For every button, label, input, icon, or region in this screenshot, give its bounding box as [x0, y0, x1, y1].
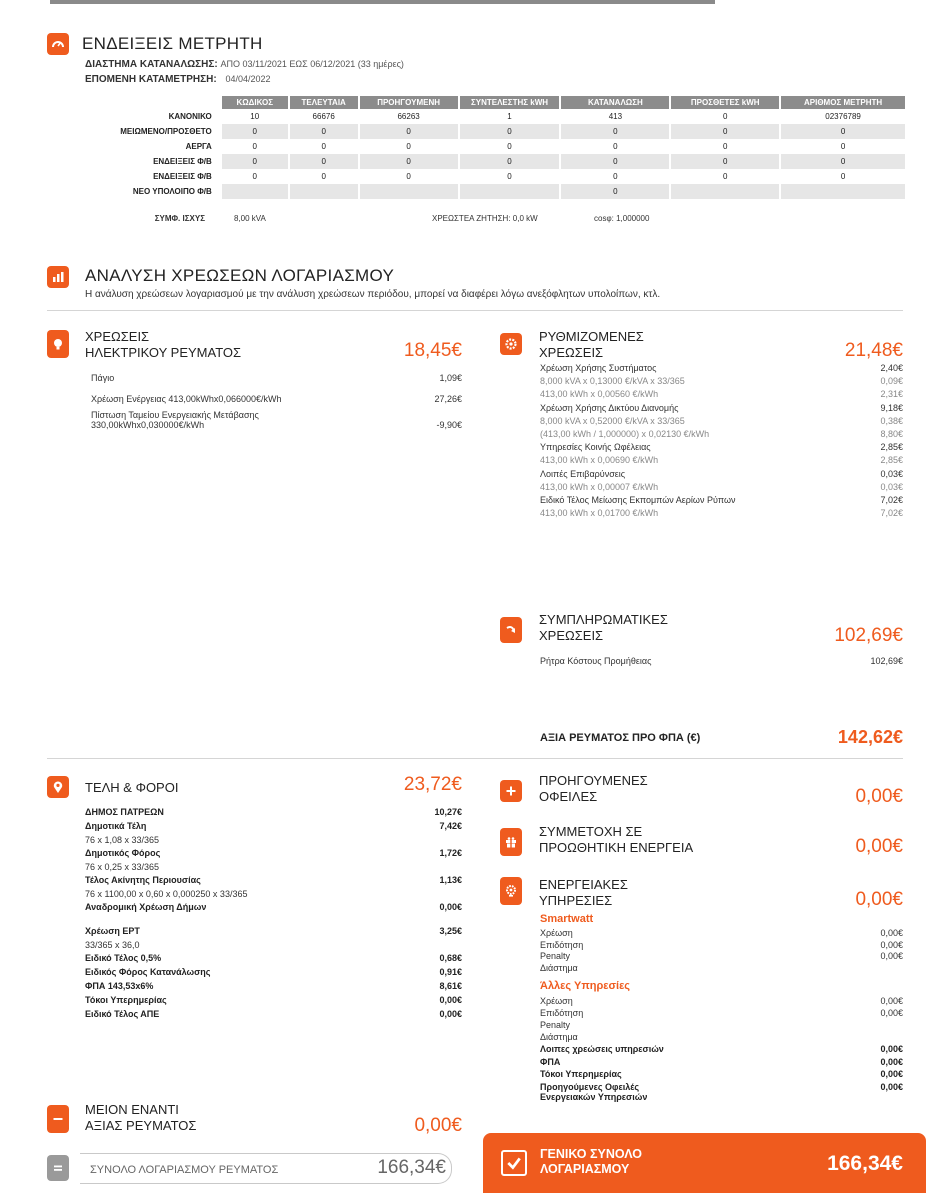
table-row: ΚΑΝΟΝΙΚΟ 10 66676 66263 1 413 0 02376789	[86, 109, 905, 124]
arrow-turn-icon	[500, 617, 522, 643]
location-pin-icon	[47, 776, 69, 798]
table-row: ΝΕΟ ΥΠΟΛΟΙΠΟ Φ/Β 0	[86, 184, 905, 199]
table-row: ΕΝΔΕΙΞΕΙΣ Φ/Β 0 0 0 0 0 0 0	[86, 169, 905, 184]
table-row: ΑΕΡΓΑ 0 0 0 0 0 0 0	[86, 139, 905, 154]
grand-total-value: 166,34€	[827, 1152, 903, 1175]
col-header: ΚΩΔΙΚΟΣ	[221, 96, 289, 109]
col-header: ΠΡΟΣΘΕΤΕΣ kWH	[670, 96, 780, 109]
list-item: 413,00 kWh x 0,01700 €/kWh 7,02€	[540, 508, 903, 519]
list-item: Τέλος Ακίνητης Περιουσίας 1,13€	[85, 875, 462, 885]
list-item: Προηγούμενες Οφειλές Ενεργειακών Υπηρεσιών 0,00€	[540, 1081, 903, 1102]
minus-icon	[47, 1105, 69, 1133]
list-item: (413,00 kWh / 1,000000) x 0,02130 €/kWh 8,80€	[540, 429, 903, 439]
demand: ΧΡΕΩΣΤΕΑ ΖΗΤΗΣΗ: 0,0 kW	[432, 214, 538, 223]
taxes-amount: 23,72€	[403, 774, 462, 795]
energy-services-amount: 0,00€	[855, 889, 903, 910]
contract-value: 8,00 kVA	[234, 214, 266, 223]
other-services-heading: Άλλες Υπηρεσίες	[540, 980, 631, 992]
energy-services-title: ΕΝΕΡΓΕΙΑΚΕΣ ΥΠΗΡΕΣΙΕΣ	[539, 877, 628, 908]
pre-vat-label: ΑΞΙΑ ΡΕΥΜΑΤΟΣ ΠΡΟ ΦΠΑ (€)	[540, 732, 701, 744]
next-reading: ΕΠΟΜΕΝΗ ΚΑΤΑΜΕΤΡΗΣΗ: 04/04/2022	[85, 74, 271, 85]
list-item: Τόκοι Υπερημερίας 0,00€	[85, 995, 462, 1005]
consumption-period: ΔΙΑΣΤΗΜΑ ΚΑΤΑΝΑΛΩΣΗΣ: ΑΠΟ 03/11/2021 ΕΩΣ 06/12/2021 (33 ημέρες)	[85, 59, 404, 70]
smartwatt-heading: Smartwatt	[540, 913, 594, 925]
participation-title: ΣΥΜΜΕΤΟΧΗ ΣΕ ΠΡΟΩΘΗΤΙΚΗ ΕΝΕΡΓΕΙΑ	[539, 824, 694, 855]
list-item: ΦΠΑ 0,00€	[540, 1056, 903, 1067]
previous-amount: 0,00€	[855, 786, 903, 807]
list-item: Λοιπές Επιβαρύνσεις 0,03€	[540, 468, 903, 479]
list-item: Επιδότηση 0,00€	[540, 939, 903, 950]
regulated-amount: 21,48€	[844, 340, 903, 361]
energy-services-icon	[500, 877, 522, 905]
list-item: Χρέωση ΕΡΤ 3,25€	[85, 926, 462, 936]
list-item: Ειδικό Τέλος 0,5% 0,68€	[85, 953, 462, 963]
checkmark-icon	[501, 1150, 527, 1176]
plus-icon	[500, 780, 522, 802]
analysis-title: ΑΝΑΛΥΣΗ ΧΡΕΩΣΕΩΝ ΛΟΓΑΡΙΑΣΜΟΥ	[85, 266, 395, 285]
contract-label: ΣΥΜΦ. ΙΣΧΥΣ	[154, 214, 205, 223]
supplementary-title: ΣΥΜΠΛΗΡΩΜΑΤΙΚΕΣ ΧΡΕΩΣΕΙΣ	[539, 612, 668, 643]
list-item: 8,000 kVA x 0,52000 €/kVA x 33/365 0,38€	[540, 415, 903, 426]
list-item: Penalty	[540, 1020, 571, 1030]
minus-amount: 0,00€	[414, 1115, 462, 1136]
analysis-subtitle: Η ανάλυση χρεώσεων λογαριασμού με την ανάλυση χρεώσεων περιόδου, μπορεί να διαφέρει λόγω ανεξόφλητων υπολοίπων, κτλ.	[85, 289, 661, 300]
gauge-icon	[47, 33, 69, 55]
list-item: Δημοτικός Φόρος 1,72€	[85, 848, 462, 858]
list-item: 8,000 kVA x 0,13000 €/kVA x 33/365 0,09€	[540, 376, 903, 387]
electric-amount: 18,45€	[403, 340, 462, 361]
list-item: 76 x 0,25 x 33/365	[85, 862, 160, 872]
cosphi: cosφ: 1,000000	[594, 214, 650, 223]
col-header: ΠΡΟΗΓΟΥΜΕΝΗ	[359, 96, 459, 109]
supplementary-amount: 102,69€	[834, 625, 903, 646]
previous-title: ΠΡΟΗΓΟΥΜΕΝΕΣ ΟΦΕΙΛΕΣ	[539, 773, 648, 804]
col-header: ΣΥΝΤΕΛΕΣΤΗΣ kWH	[459, 96, 561, 109]
list-item: Penalty 0,00€	[540, 951, 903, 961]
equals-icon	[47, 1155, 69, 1181]
list-item: ΦΠΑ 143,53x6% 8,61€	[85, 981, 462, 991]
list-item: 76 x 1,08 x 33/365	[85, 835, 160, 845]
bar-chart-icon	[47, 266, 69, 288]
grand-total-label: ΓΕΝΙΚΟ ΣΥΝΟΛΟ ΛΟΓΑΡΙΑΣΜΟΥ	[540, 1147, 642, 1176]
list-item: Αναδρομική Χρέωση Δήμων 0,00€	[85, 902, 462, 912]
list-item: Υπηρεσίες Κοινής Ωφέλειας 2,85€	[540, 442, 903, 453]
gift-icon	[500, 828, 522, 856]
col-header: ΑΡΙΘΜΟΣ ΜΕΤΡΗΤΗ	[780, 96, 905, 109]
divider	[47, 758, 903, 759]
list-item: ΔΗΜΟΣ ΠΑΤΡΕΩΝ 10,27€	[85, 807, 462, 817]
list-item: Πίστωση Ταμείου Ενεργειακής Μετάβασης 330,00kWhx0,030000€/kWh -9,90€	[91, 410, 462, 430]
list-item: Πάγιο 1,09€	[91, 373, 462, 383]
list-item: Ειδικό Τέλος ΑΠΕ 0,00€	[85, 1009, 462, 1019]
list-item: 413,00 kWh x 0,00690 €/kWh 2,85€	[540, 455, 903, 466]
meter-title: ΕΝΔΕΙΞΕΙΣ ΜΕΤΡΗΤΗ	[82, 34, 263, 53]
gear-icon	[500, 333, 522, 355]
list-item: Χρέωση Ενέργειας 413,00kWhx0,066000€/kWh 27,26€	[91, 394, 462, 404]
col-header: ΤΕΛΕΥΤΑΙΑ	[289, 96, 359, 109]
divider	[47, 310, 903, 311]
list-item: Χρέωση Χρήσης Συστήματος 2,40€	[540, 363, 903, 373]
participation-amount: 0,00€	[855, 836, 903, 857]
list-item: Ρήτρα Κόστους Προμήθειας 102,69€	[540, 656, 903, 666]
taxes-title: ΤΕΛΗ & ΦΟΡΟΙ	[85, 780, 179, 795]
list-item: Διάστημα	[540, 962, 578, 973]
list-item: Χρέωση 0,00€	[540, 996, 903, 1006]
list-item: Ειδικό Τέλος Μείωσης Εκπομπών Αερίων Ρύπων 7,02€	[540, 495, 903, 505]
list-item: Λοιπες χρεώσεις υπηρεσιών 0,00€	[540, 1044, 903, 1054]
table-row: ΜΕΙΩΜΕΝΟ/ΠΡΟΣΘΕΤΟ 0 0 0 0 0 0 0	[86, 124, 905, 139]
electric-title: ΧΡΕΩΣΕΙΣ ΗΛΕΚΤΡΙΚΟΥ ΡΕΥΜΑΤΟΣ	[85, 329, 242, 360]
list-item: Τόκοι Υπερημερίας 0,00€	[540, 1069, 903, 1079]
col-header: ΚΑΤΑΝΑΛΩΣΗ	[560, 96, 670, 109]
list-item: 33/365 x 36,0	[85, 940, 140, 950]
list-item: Δημοτικά Τέλη 7,42€	[85, 821, 462, 831]
list-item: 413,00 kWh x 0,00007 €/kWh 0,03€	[540, 481, 903, 492]
regulated-title: ΡΥΘΜΙΖΟΜΕΝΕΣ ΧΡΕΩΣΕΙΣ	[539, 329, 644, 360]
table-corner	[86, 96, 221, 109]
top-border	[50, 0, 715, 4]
bill-total-value: 166,34€	[377, 1157, 446, 1178]
list-item: Επιδότηση 0,00€	[540, 1008, 903, 1018]
list-item: Ειδικός Φόρος Κατανάλωσης 0,91€	[85, 967, 462, 977]
bill-total-label: ΣΥΝΟΛΟ ΛΟΓΑΡΙΑΣΜΟΥ ΡΕΥΜΑΤΟΣ	[90, 1164, 279, 1176]
table-row: ΕΝΔΕΙΞΕΙΣ Φ/Β 0 0 0 0 0 0 0	[86, 154, 905, 169]
list-item: Διάστημα	[540, 1032, 578, 1042]
list-item: Χρέωση 0,00€	[540, 928, 903, 938]
lightbulb-icon	[47, 330, 69, 358]
pre-vat-value: 142,62€	[837, 727, 903, 747]
list-item: 76 x 1100,00 x 0,60 x 0,000250 x 33/365	[85, 889, 248, 899]
meter-table	[85, 96, 905, 199]
list-item: 413,00 kWh x 0,00560 €/kWh 2,31€	[540, 389, 903, 400]
minus-title: ΜΕΙΟΝ ΕΝΑΝΤΙ ΑΞΙΑΣ ΡΕΥΜΑΤΟΣ	[85, 1102, 197, 1133]
list-item: Χρέωση Χρήσης Δικτύου Διανομής 9,18€	[540, 402, 903, 413]
